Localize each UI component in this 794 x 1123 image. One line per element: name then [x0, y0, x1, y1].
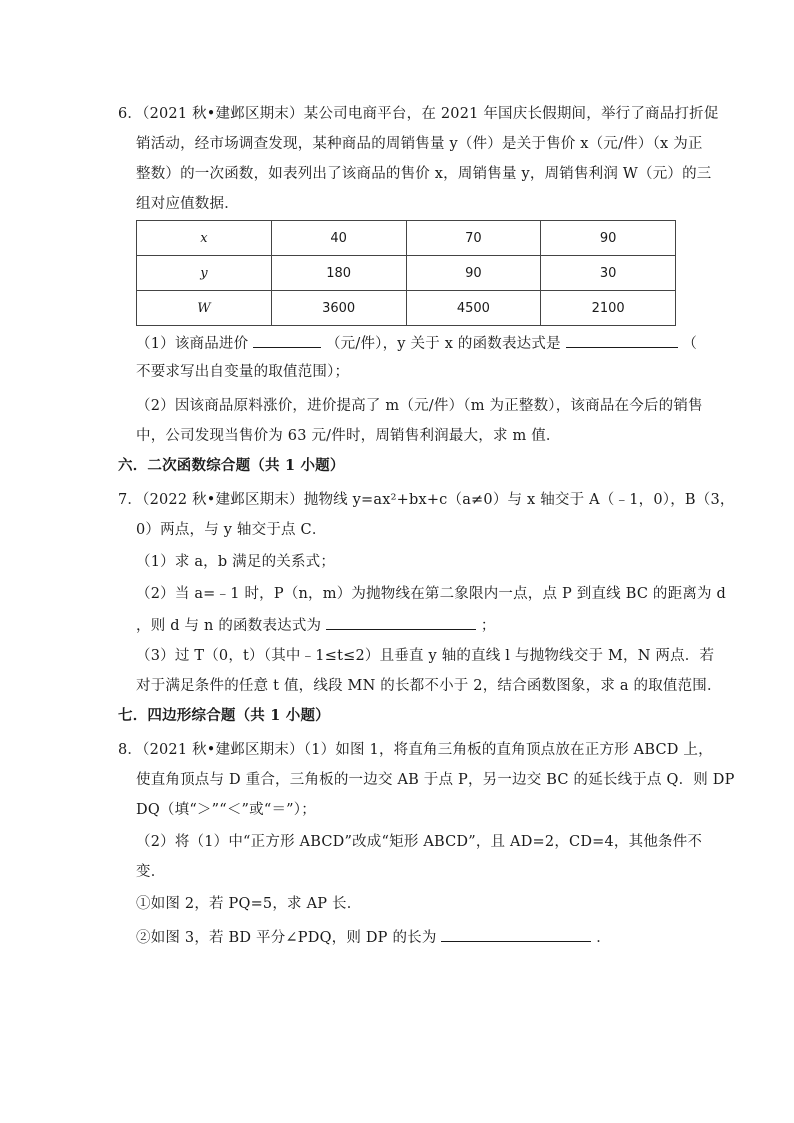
q7-part2-text-a: ，则 d 与 n 的函数表达式为: [136, 618, 322, 634]
table-cell: 90: [541, 221, 676, 256]
q6-part2-line-2: 中，公司发现当售价为 63 元/件时，周销售利润最大，求 m 值．: [136, 428, 561, 444]
q6-line-4: 组对应值数据．: [136, 196, 239, 212]
q6-part1: [136, 332, 696, 354]
q8-sub2-text-a: ②如图 3，若 BD 平分∠PDQ，则 DP 的长为: [136, 930, 437, 946]
q7-part3-line-1: （3）过 T（0，t）（其中﹣1≤t≤2）且垂直 y 轴的直线 l 与抛物线交于 M，N 两点．若: [136, 648, 715, 664]
q6-line-1: 6．（2021 秋•建邺区期末）某公司电商平台，在 2021 年国庆长假期间，举行了商品打折促: [118, 106, 719, 122]
q8-part2-line-2: 变．: [136, 864, 166, 880]
q8-sub2: [136, 926, 696, 948]
q7-line-2: 0）两点，与 y 轴交于点 C．: [136, 522, 327, 538]
table-cell: 90: [406, 256, 541, 291]
table-cell: 180: [271, 256, 406, 291]
table-cell: x: [137, 221, 272, 256]
table-cell: 40: [271, 221, 406, 256]
q7-part2-line-2: [136, 614, 696, 636]
table-cell: W: [137, 291, 272, 326]
q8-line-2: 使直角顶点与 D 重合，三角板的一边交 AB 于点 P，另一边交 BC 的延长线于点 Q．则 DP: [136, 772, 735, 788]
data-table: [136, 220, 676, 326]
q7-part2-line-1: （2）当 a=﹣1 时，P（n，m）为抛物线在第二象限内一点，点 P 到直线 BC 的距离为 d: [136, 586, 727, 602]
section-heading: 六．二次函数综合题（共 1 小题）: [118, 457, 345, 474]
section-heading: 七．四边形综合题（共 1 小题）: [118, 707, 330, 724]
q6-part1-text-b: （元/件），y 关于 x 的函数表达式是: [325, 336, 561, 352]
q7-part1: （1）求 a，b 满足的关系式；: [136, 554, 336, 570]
q7-line-1: 7．（2022 秋•建邺区期末）抛物线 y=ax²+bx+c（a≠0）与 x 轴交于 A（﹣1，0），B（3，: [118, 492, 735, 508]
table-row: [137, 256, 676, 291]
q8-sub1: ①如图 2，若 PQ=5，求 AP 长．: [136, 896, 362, 912]
table-cell: y: [137, 256, 272, 291]
table-row: [137, 291, 676, 326]
q7-part3-line-2: 对于满足条件的任意 t 值，线段 MN 的长都不小于 2，结合函数图象，求 a 的取值范围．: [136, 678, 722, 694]
q6-part2-line-1: （2）因该商品原料涨价，进价提高了 m（元/件）（m 为正整数），该商品在今后的销售: [136, 398, 703, 414]
answer-blank[interactable]: [326, 614, 476, 630]
table-row: [137, 221, 676, 256]
q8-line-3: DQ（填“＞”“＜”或“＝”）；: [136, 802, 316, 818]
q6-part1-text-c: （: [682, 336, 698, 352]
q8-line-1: 8．（2021 秋•建邺区期末）（1）如图 1，将直角三角板的直角顶点放在正方形 ABCD 上，: [118, 742, 713, 758]
q6-part1-line-2: 不要求写出自变量的取值范围）；: [136, 364, 350, 380]
q6-line-2: 销活动，经市场调查发现，某种商品的周销售量 y（件）是关于售价 x（元/件）（x 为正: [136, 136, 703, 152]
table-cell: 4500: [406, 291, 541, 326]
q8-part2-line-1: （2）将（1）中“正方形 ABCD”改成“矩形 ABCD”，且 AD=2，CD=4，其他条件不: [136, 834, 703, 850]
answer-blank[interactable]: [253, 332, 321, 348]
q6-line-3: 整数）的一次函数，如表列出了该商品的售价 x，周销售量 y，周销售利润 W（元）的三: [136, 166, 712, 182]
table-cell: 3600: [271, 291, 406, 326]
q7-part2-text-b: ；: [480, 618, 496, 634]
table-cell: 2100: [541, 291, 676, 326]
table-cell: 30: [541, 256, 676, 291]
q8-sub2-text-b: ．: [596, 930, 611, 946]
table-cell: 70: [406, 221, 541, 256]
answer-blank[interactable]: [441, 926, 591, 942]
answer-blank[interactable]: [566, 332, 678, 348]
q6-part1-text-a: （1）该商品进价: [136, 336, 249, 352]
